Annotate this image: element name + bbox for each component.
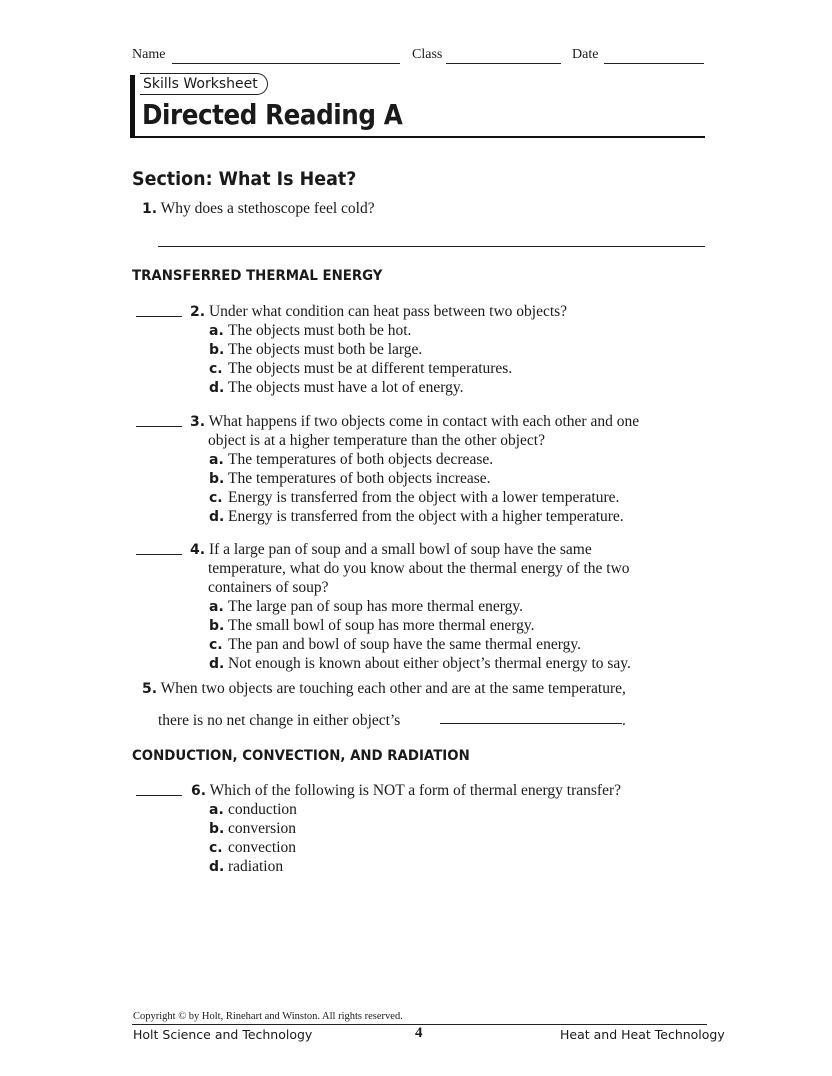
option-text: The temperatures of both objects increase.	[228, 470, 491, 487]
question-text: Which of the following is NOT a form of thermal energy transfer?	[209, 782, 622, 799]
option-text: The objects must both be large.	[228, 341, 423, 358]
option-6c	[209, 838, 296, 858]
page-title: Directed Reading A	[142, 98, 403, 131]
option-letter: b.	[209, 821, 225, 837]
option-text: The temperatures of both objects decrease.	[228, 451, 494, 468]
option-text: The pan and bowl of soup have the same thermal energy.	[228, 636, 581, 653]
option-text: Energy is transferred from the object with a higher temperature.	[228, 508, 624, 525]
question-text: What happens if two objects come in contact with each other and one	[208, 413, 640, 430]
option-letter: a.	[209, 323, 224, 339]
option-4c	[209, 635, 581, 655]
date-label: Date	[572, 47, 599, 62]
option-letter: c.	[209, 840, 223, 856]
option-text: The small bowl of soup has more thermal energy.	[228, 617, 535, 634]
option-letter: b.	[209, 342, 225, 358]
question-text: Under what condition can heat pass between two objects?	[208, 303, 568, 320]
option-letter: a.	[209, 802, 224, 818]
answer-line-1[interactable]	[158, 246, 705, 247]
option-3d	[209, 507, 624, 527]
option-letter: d.	[209, 509, 225, 525]
question-3	[190, 412, 639, 432]
question-5-period: .	[622, 712, 626, 729]
question-number: 5.	[142, 681, 158, 697]
option-letter: d.	[209, 859, 225, 875]
option-2b	[209, 340, 422, 360]
class-label: Class	[412, 47, 443, 62]
answer-blank-3[interactable]	[136, 426, 182, 427]
question-number: 4.	[190, 542, 206, 558]
option-text: conduction	[228, 801, 297, 818]
option-letter: b.	[209, 618, 225, 634]
answer-blank-2[interactable]	[136, 316, 182, 317]
name-field[interactable]	[172, 63, 400, 64]
question-2	[190, 302, 567, 322]
title-accent-bar	[130, 75, 135, 138]
option-letter: c.	[209, 490, 223, 506]
answer-blank-5[interactable]	[440, 723, 622, 724]
section-title: Section: What Is Heat?	[132, 168, 357, 190]
question-4	[190, 540, 592, 560]
worksheet-badge: Skills Worksheet	[140, 73, 268, 95]
question-1	[142, 199, 375, 219]
footer-chapter-title: Heat and Heat Technology	[560, 1027, 725, 1042]
question-6	[191, 781, 621, 801]
option-text: The objects must be at different temperatures.	[228, 360, 513, 377]
option-3c	[209, 488, 619, 508]
question-text: If a large pan of soup and a small bowl of soup have the same	[208, 541, 592, 558]
option-2c	[209, 359, 512, 379]
question-5-continued: there is no net change in either object’s	[158, 712, 401, 729]
page-number: 4	[415, 1025, 423, 1041]
option-text: The objects must both be hot.	[228, 322, 412, 339]
question-4-continued-2: containers of soup?	[208, 579, 329, 596]
answer-blank-4[interactable]	[136, 554, 182, 555]
question-number: 2.	[190, 304, 206, 320]
question-number: 3.	[190, 414, 206, 430]
option-text: Energy is transferred from the object with a lower temperature.	[228, 489, 620, 506]
option-6a	[209, 800, 297, 820]
question-text: Why does a stethoscope feel cold?	[160, 200, 375, 217]
class-field[interactable]	[446, 63, 561, 64]
option-letter: c.	[209, 361, 223, 377]
answer-blank-6[interactable]	[136, 795, 182, 796]
option-2a	[209, 321, 411, 341]
option-4a	[209, 597, 523, 617]
option-letter: c.	[209, 637, 223, 653]
question-3-continued: object is at a higher temperature than the other object?	[208, 432, 545, 449]
title-divider	[130, 136, 705, 138]
option-letter: a.	[209, 599, 224, 615]
option-4d	[209, 654, 631, 674]
question-5	[142, 679, 626, 699]
date-field[interactable]	[604, 63, 704, 64]
option-text: convection	[228, 839, 297, 856]
question-number: 6.	[191, 783, 207, 799]
question-number: 1.	[142, 201, 158, 217]
option-4b	[209, 616, 534, 636]
option-2d	[209, 378, 463, 398]
option-6b	[209, 819, 296, 839]
option-text: The large pan of soup has more thermal energy.	[228, 598, 523, 615]
option-text: radiation	[228, 858, 284, 875]
option-text: conversion	[228, 820, 297, 837]
option-text: The objects must have a lot of energy.	[228, 379, 464, 396]
option-letter: a.	[209, 452, 224, 468]
option-3b	[209, 469, 491, 489]
name-label: Name	[132, 47, 166, 62]
option-letter: d.	[209, 656, 225, 672]
option-6d	[209, 857, 283, 877]
copyright-notice: Copyright © by Holt, Rinehart and Winston. All rights reserved.	[133, 1011, 403, 1022]
option-3a	[209, 450, 493, 470]
question-4-continued: temperature, what do you know about the thermal energy of the two	[208, 560, 630, 577]
option-text: Not enough is known about either object’s thermal energy to say.	[228, 655, 631, 672]
footer-publication: Holt Science and Technology	[133, 1027, 313, 1042]
option-letter: d.	[209, 380, 225, 396]
subhead-conduction-convection-radiation: CONDUCTION, CONVECTION, AND RADIATION	[132, 748, 470, 764]
option-letter: b.	[209, 471, 225, 487]
subhead-transferred-thermal-energy: TRANSFERRED THERMAL ENERGY	[132, 268, 383, 284]
question-text: When two objects are touching each other and are at the same temperature,	[160, 680, 626, 697]
